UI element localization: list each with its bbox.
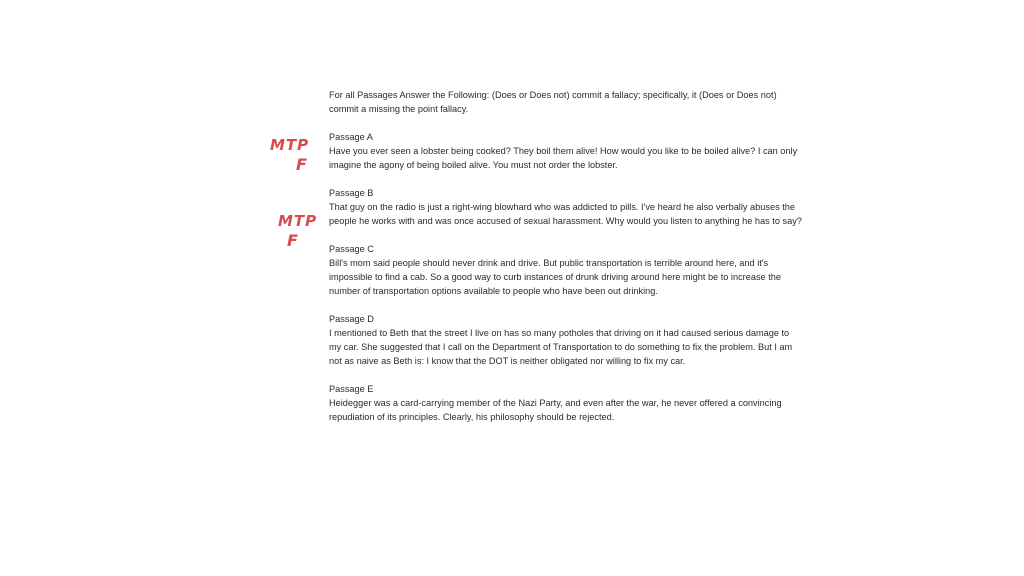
passage-line: not as naive as Beth is: I know that the DOT is neither obligated nor willing to fix my car.: [329, 356, 686, 366]
passage-title: Passage A: [329, 132, 373, 142]
instructions-line-1: For all Passages Answer the Following: (Does or Does not) commit a fallacy; specifically, it (Does or Does not): [329, 90, 777, 100]
passage-c: [329, 242, 829, 298]
passage-line: impossible to find a cab. So a good way to curb instances of drunk driving around here might be to increase the: [329, 272, 781, 282]
passage-line: imagine the agony of being boiled alive. You must not order the lobster.: [329, 160, 618, 170]
annotation-a-mtp: MTP: [270, 136, 310, 154]
document-body: [329, 88, 829, 438]
passage-title: Passage D: [329, 314, 374, 324]
passage-line: repudiation of its principles. Clearly, his philosophy should be rejected.: [329, 412, 615, 422]
annotation-b-f: F: [287, 231, 298, 250]
passage-a: [329, 130, 829, 172]
instructions: [329, 88, 829, 116]
annotation-b-mtp: MTP: [278, 212, 318, 230]
passage-line: Heidegger was a card-carrying member of the Nazi Party, and even after the war, he never offered a convincing: [329, 398, 782, 408]
passage-title: Passage C: [329, 244, 374, 254]
passage-line: Have you ever seen a lobster being cooked? They boil them alive! How would you like to be boiled alive? I can only: [329, 146, 798, 156]
passage-title: Passage B: [329, 188, 374, 198]
passage-line: number of transportation options available to people who have been out drinking.: [329, 286, 658, 296]
annotation-a-f: F: [296, 155, 307, 174]
passage-title: Passage E: [329, 384, 374, 394]
passage-d: [329, 312, 829, 368]
passage-line: Bill's mom said people should never drink and drive. But public transportation is terrible around here, and it's: [329, 258, 769, 268]
passage-line: That guy on the radio is just a right-wing blowhard who was addicted to pills. I've heard he also verbally abuses the: [329, 202, 795, 212]
passage-line: I mentioned to Beth that the street I live on has so many potholes that driving on it had caused serious damage to: [329, 328, 790, 338]
instructions-line-2: commit a missing the point fallacy.: [329, 104, 469, 114]
passage-line: my car. She suggested that I call on the Department of Transportation to do something to fix the problem. But I am: [329, 342, 793, 352]
passage-b: [329, 186, 829, 228]
passage-line: people he works with and was once accused of sexual harassment. Why would you listen to anything he has to say?: [329, 216, 802, 226]
passage-e: [329, 382, 829, 424]
